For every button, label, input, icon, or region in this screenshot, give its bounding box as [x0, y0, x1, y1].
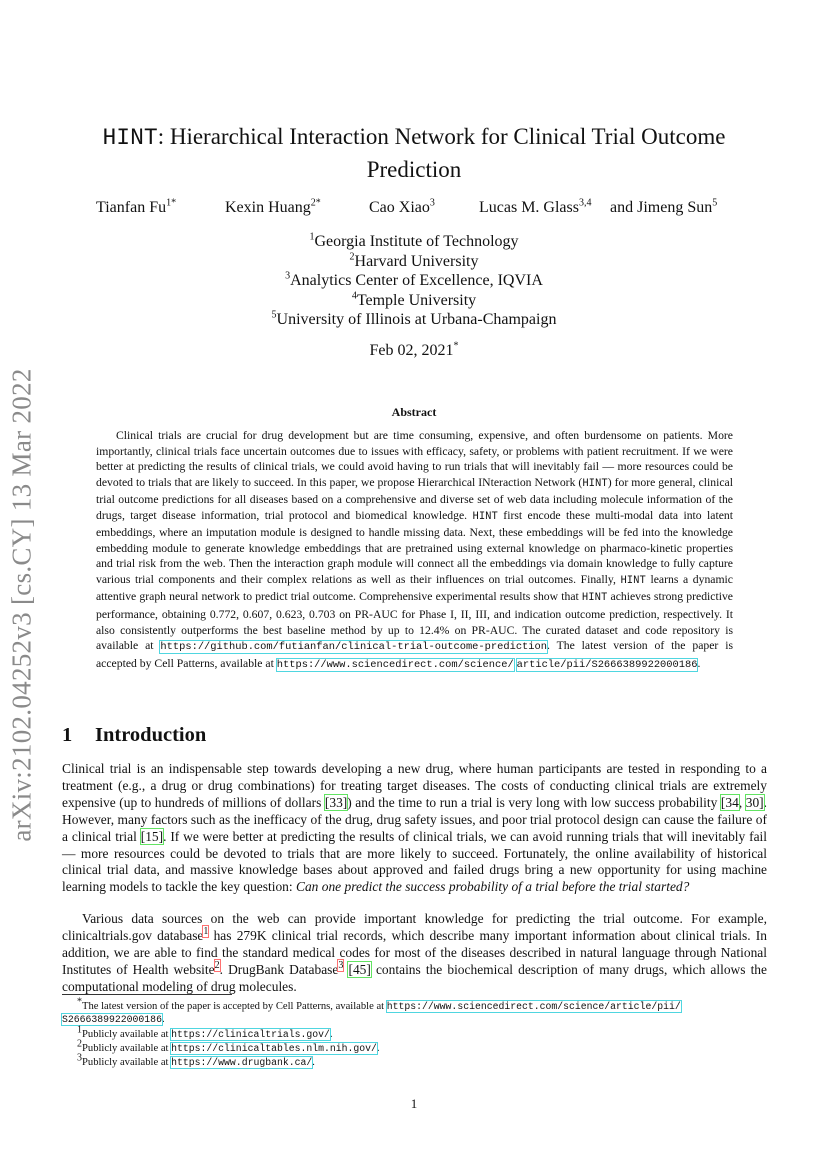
author: Cao Xiao$^3$	[369, 197, 435, 216]
citation-link[interactable]: [15]	[140, 828, 164, 844]
page-number: 1	[410, 1096, 418, 1111]
section-heading-introduction: 1 Introduction	[62, 724, 207, 746]
abstract-body: Clinical trials are crucial for drug development but are time consuming, expensive, and often burdensome on patients. More importantly, clinical trials face uncertain outcomes due to issues with efficacy, safety, or problems with patient recruitment. If we were better at predicting the results of clinical trials, we could avoid having to run trials that will inevitably fail — more resources could be devoted to trials that are likely to succeed. In this paper, we propose Hierarchical INteraction Network (HINT) for more general, clinical trial outcome predictions for all diseases based on a comprehensive and diverse set of web data including molecule information of the drugs, target disease information, trial protocol and biomedical knowledge. HINT first encode these multi-modal data into latent embeddings, where an imputation module is designed to handle missing data. Next, these embeddings will be fed into the knowledge embedding module to generate knowledge embeddings that are pretrained using external knowledge on pharmaco-kinetic properties and trial risk from the web. Then the interaction graph module will connect all the embeddings via domain knowledge to fully capture various trial components and their complex relations as well as their influences on trial outcomes. Finally, HINT learns a dynamic attentive graph neural network to predict trial outcome. Comprehensive experimental results show that HINT achieves strong predictive performance, obtaining 0.772, 0.607, 0.623, 0.703 on PR-AUC for Phase I, II, III, and indication outcome prediction, respectively. It also consistently outperforms the best baseline method by up to 12.4% on PR-AUC. The curated dataset and code repository is available at https://github.com/futianfan/clinical-trial-outcome-prediction. The latest version of the paper is accepted by Cell Patterns, available at https://www.sciencedirect.com/science/ article/pii/S2666389922000186.	[96, 429, 733, 671]
affiliation: $^2$Harvard University	[349, 251, 479, 270]
affiliation: $^5$University of Illinois at Urbana-Champaign	[271, 310, 557, 329]
footnote-link[interactable]: https://www.sciencedirect.com/science/article/pii/	[386, 1001, 681, 1012]
citation-link[interactable]: [45]	[348, 961, 371, 977]
footnote-link-cont[interactable]: S2666389922000186	[62, 1014, 162, 1026]
citation-link[interactable]: [33]	[324, 794, 348, 810]
author-list	[96, 199, 762, 221]
footnote-marker[interactable]: 2	[214, 960, 220, 972]
sciencedirect-link[interactable]: https://www.sciencedirect.com/science/	[276, 658, 514, 671]
footnote-marker[interactable]: 1	[203, 926, 209, 938]
title-text: : Hierarchical Interaction Network for Clinical Trial Outcome	[157, 124, 726, 149]
paper-title	[60, 121, 768, 185]
github-link[interactable]: https://github.com/futianfan/clinical-trial-outcome-prediction	[160, 641, 548, 654]
abstract-heading: Abstract	[391, 405, 437, 419]
arxiv-sidebar-stamp	[2, 360, 42, 850]
footnote: $^3$Publicly available at https://www.drugbank.ca/.	[77, 1052, 315, 1068]
author: Tianfan $Fu^{1*}$	[96, 197, 177, 216]
footnote-divider	[62, 994, 232, 995]
author: Kexin Huang$^{2*}$	[225, 197, 321, 216]
sciencedirect-link-cont[interactable]: article/pii/S2666389922000186	[516, 658, 698, 671]
citation-link[interactable]: 30]	[745, 794, 764, 810]
paper-date: Feb 02, 2021*	[369, 340, 459, 359]
footnote-link[interactable]: https://www.drugbank.ca/	[171, 1057, 313, 1068]
author: Lucas M. Glass$^{3,4}$	[479, 197, 592, 216]
affiliation-list	[0, 232, 828, 330]
title-text-line2: Prediction	[366, 157, 462, 182]
author: and Jimeng Sun$^5$	[610, 197, 718, 216]
affiliation: $^4$Temple University	[351, 290, 477, 309]
arxiv-identifier: arXiv:2102.04252v3 [cs.CY] 13 Mar 2022	[6, 368, 37, 842]
footnote: *The latest version of the paper is accepted by Cell Patterns, available at https://www.sciencedirect.com/science/article/pii/ S2666389922000186.	[62, 996, 681, 1026]
footnote-link[interactable]: https://clinicaltrials.gov/	[171, 1029, 330, 1040]
affiliation: $^3$Analytics Center of Excellence, IQVIA	[285, 270, 543, 290]
intro-paragraph-1: Clinical trial is an indispensable step towards developing a new drug, where human participants are tested in responding to a treatment (e.g., a drug or drug combinations) for treating target diseases. The costs of conducting clinical trials are extremely expensive (up to hundreds of millions of dollars [33]) and the time to run a trial is very long with low success probability [34, 30]. However, many factors such as the inefficacy of the drug, drug safety issues, and poor trial protocol design can cause the failure of a clinical trial [15]. If we were better at predicting the results of clinical trials, we can avoid running trials that will inevitably fail — more resources could be devoted to trials that are more likely to succeed. Fortunately, the online availability of historical clinical trial data, and massive knowledge bases about approved and failed drugs bring a new opportunity for using machine learning models to tackle the key question: Can one predict the success probability of a trial before the trial started?	[62, 761, 768, 895]
footnote-link[interactable]: https://clinicaltables.nlm.nih.gov/	[171, 1043, 377, 1054]
citation-link[interactable]: [34	[720, 794, 739, 810]
intro-paragraph-2: Various data sources on the web can provide important knowledge for predicting the trial outcome. For example, clinicaltrials.gov database$^1$ has 279K clinical trial records, which describe many important information about clinical trials. In addition, we are able to find the standard medical codes for most of the diseases described in natural language through National Institutes of Health website$^2$. DrugBank Database$^3$ [45] contains the biochemical description of many drugs, which allows the computational modeling of drug molecules.	[62, 911, 767, 994]
footnote: $^2$Publicly available at https://clinicaltables.nlm.nih.gov/.	[77, 1038, 380, 1054]
title-model-name: HINT	[102, 125, 158, 151]
affiliation: $^1$Georgia Institute of Technology	[309, 231, 519, 250]
footnote-marker[interactable]: 3	[338, 960, 344, 972]
footnote: $^1$Publicly available at https://clinicaltrials.gov/.	[77, 1024, 333, 1040]
